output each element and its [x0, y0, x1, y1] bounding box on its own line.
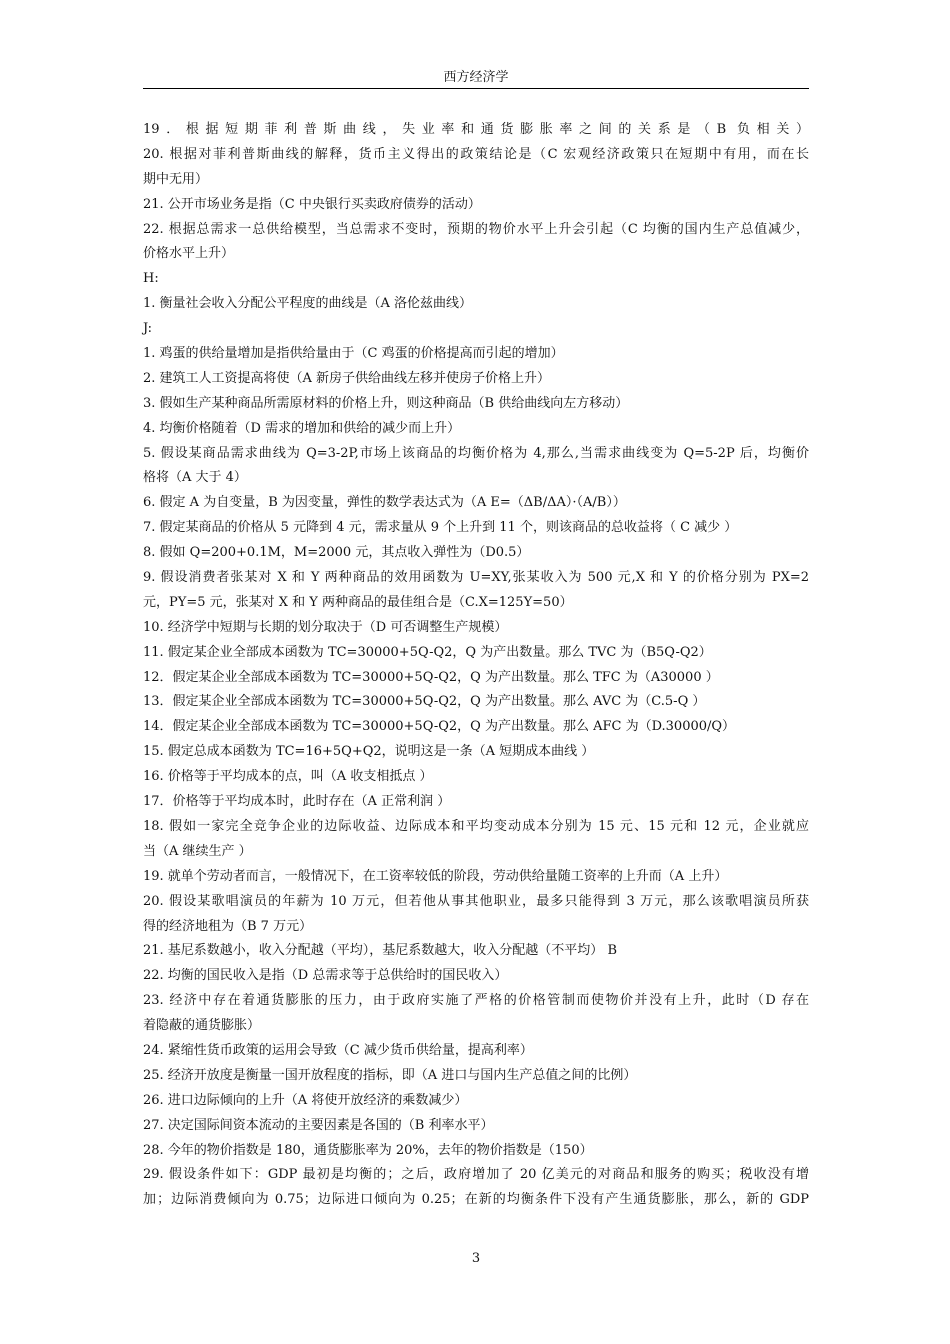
text-line: 7. 假定某商品的价格从 5 元降到 4 元，需求量从 9 个上升到 11 个，则该商品的总收益将（ C 减少 ）	[143, 520, 738, 536]
header-rule	[143, 88, 809, 89]
text-line: 23. 经济中存在着通货膨胀的压力，由于政府实施了严格的价格管制而使物价并没有上升，此时（D 存在	[143, 993, 809, 1009]
text-line: 价格水平上升）	[143, 246, 235, 262]
text-line: 28. 今年的物价指数是 180，通货膨胀率为 20%，去年的物价指数是（150）	[143, 1142, 593, 1158]
section-heading: J:	[143, 321, 153, 337]
text-line: 29. 假设条件如下：GDP 最初是均衡的；之后，政府增加了 20 亿美元的对商品和服务的购买；税收没有增	[143, 1167, 809, 1183]
section-heading: H:	[143, 271, 159, 287]
text-line: 20. 假设某歌唱演员的年薪为 10 万元，但若他从事其他职业，最多只能得到 3 万元，那么该歌唱演员所获	[143, 893, 809, 909]
text-line: 1. 衡量社会收入分配公平程度的曲线是（A 洛伦兹曲线）	[143, 296, 473, 312]
text-line: 10. 经济学中短期与长期的划分取决于（D 可否调整生产规模）	[143, 619, 508, 635]
text-line: 1. 鸡蛋的供给量增加是指供给量由于（C 鸡蛋的价格提高而引起的增加）	[143, 346, 564, 362]
text-line: 16. 价格等于平均成本的点，叫（A 收支相抵点 ）	[143, 769, 433, 785]
text-line: 24. 紧缩性货币政策的运用会导致（C 减少货币供给量，提高利率）	[143, 1042, 533, 1058]
text-line: 22. 均衡的国民收入是指（D 总需求等于总供给时的国民收入）	[143, 968, 508, 984]
text-line: 21. 公开市场业务是指（C 中央银行买卖政府债券的活动）	[143, 196, 481, 212]
text-line: 13．假定某企业全部成本函数为 TC=30000+5Q-Q2，Q 为产出数量。那么 AVC 为（C.5-Q ）	[143, 694, 706, 710]
text-line: 得的经济地租为（B 7 万元）	[143, 918, 313, 934]
text-line: 当（A 继续生产 ）	[143, 843, 252, 859]
text-line: 9. 假设消费者张某对 X 和 Y 两种商品的效用函数为 U=XY,张某收入为 500 元,X 和 Y 的价格分别为 PX=2	[143, 570, 809, 586]
page-header-title: 西方经济学	[443, 70, 509, 85]
text-line: 19. 就单个劳动者而言，一般情况下，在工资率较低的阶段，劳动供给量随工资率的上升而（A 上升）	[143, 868, 728, 884]
text-line: 4. 均衡价格随着（D 需求的增加和供给的减少而上升）	[143, 420, 461, 436]
text-line: 6. 假定 A 为自变量，B 为因变量，弹性的数学表达式为（A E=（ΔB/ΔA）·（A/B））	[143, 495, 626, 511]
text-line: 27. 决定国际间资本流动的主要因素是各国的（B 利率水平）	[143, 1117, 494, 1133]
text-line: 格将（A 大于 4）	[143, 470, 247, 486]
text-line: 20. 根据对菲利普斯曲线的解释，货币主义得出的政策结论是（C 宏观经济政策只在短期中有用，而在长	[143, 146, 809, 162]
text-line: 25. 经济开放度是衡量一国开放程度的指标，即（A 进口与国内生产总值之间的比例）	[143, 1067, 637, 1083]
text-line: 19．根据短期菲利普斯曲线，失业率和通货膨胀率之间的关系是（B 负相关）	[143, 122, 809, 137]
text-line: 5. 假设某商品需求曲线为 Q=3-2P,市场上该商品的均衡价格为 4,那么,当需求曲线变为 Q=5-2P 后，均衡价	[143, 445, 809, 461]
text-line: 26. 进口边际倾向的上升（A 将使开放经济的乘数减少）	[143, 1092, 468, 1108]
text-line: 2. 建筑工人工资提高将使（A 新房子供给曲线左移并使房子价格上升）	[143, 370, 551, 386]
text-line: 21. 基尼系数越小，收入分配越（平均），基尼系数越大，收入分配越（不平均） B	[143, 943, 617, 959]
page-number: 3	[471, 1251, 481, 1266]
text-line: 18. 假如一家完全竞争企业的边际收益、边际成本和平均变动成本分别为 15 元、15 元和 12 元，企业就应	[143, 818, 809, 834]
text-line: 22. 根据总需求一总供给模型，当总需求不变时，预期的物价水平上升会引起（C 均衡的国内生产总值减少，	[143, 221, 809, 237]
text-line: 15. 假定总成本函数为 TC=16+5Q+Q2，说明这是一条（A 短期成本曲线 ）	[143, 744, 595, 760]
text-line: 12．假定某企业全部成本函数为 TC=30000+5Q-Q2，Q 为产出数量。那么 TFC 为（A30000 ）	[143, 669, 719, 685]
text-line: 3. 假如生产某种商品所需原材料的价格上升，则这种商品（B 供给曲线向左方移动）	[143, 395, 629, 411]
text-line: 11. 假定某企业全部成本函数为 TC=30000+5Q-Q2，Q 为产出数量。那么 TVC 为（B5Q-Q2）	[143, 644, 712, 660]
document-body	[143, 118, 809, 1213]
text-line: 14．假定某企业全部成本函数为 TC=30000+5Q-Q2，Q 为产出数量。那么 AFC 为（D.30000/Q）	[143, 719, 736, 735]
text-line: 元，PY=5 元，张某对 X 和 Y 两种商品的最佳组合是（C.X=125Y=50）	[143, 594, 573, 610]
text-line: 期中无用）	[143, 171, 209, 187]
text-line: 加；边际消费倾向为 0.75；边际进口倾向为 0.25；在新的均衡条件下没有产生通货膨胀，那么，新的 GDP	[143, 1192, 809, 1208]
text-line: 8. 假如 Q=200+0.1M，M=2000 元，其点收入弹性为（D0.5）	[143, 545, 530, 561]
text-line: 17．价格等于平均成本时，此时存在（A 正常利润 ）	[143, 794, 451, 810]
text-line: 着隐蔽的通货膨胀）	[143, 1018, 261, 1034]
